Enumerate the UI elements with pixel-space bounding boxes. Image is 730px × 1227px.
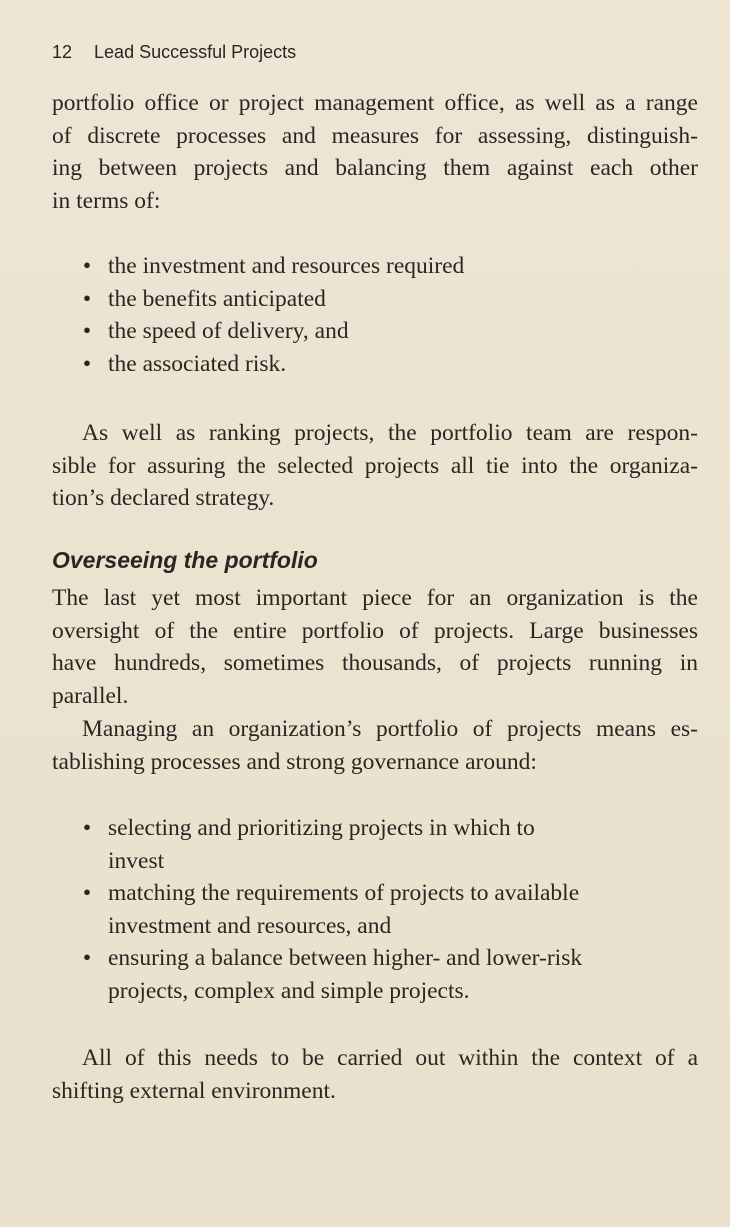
- list-item: [78, 315, 678, 348]
- text-line: sible for assuring the selected projects all tie into the organiza-: [52, 452, 698, 479]
- text-line: The last yet most important piece for an organization is the: [52, 585, 698, 611]
- bullet-list-assessment-terms: [78, 250, 678, 380]
- text-line: of discrete processes and measures for assessing, distinguish-: [52, 122, 698, 149]
- list-item-text: matching the requirements of projects to available: [108, 880, 580, 906]
- bullet-icon: •: [82, 253, 92, 279]
- list-item-text: the speed of delivery, and: [108, 318, 349, 344]
- list-item-text: investment and resources, and: [108, 912, 392, 939]
- text-line: have hundreds, sometimes thousands, of projects running in: [52, 650, 698, 676]
- paragraph-external-environment: [52, 1042, 698, 1107]
- list-item-text: invest: [108, 847, 165, 874]
- paragraph-managing-portfolio: [52, 713, 698, 778]
- text-line: As well as ranking projects, the portfolio team are respon-: [82, 420, 698, 446]
- paragraph-ranking-projects: [52, 417, 698, 515]
- list-item: [78, 812, 678, 877]
- list-item-text: projects, complex and simple projects.: [108, 977, 470, 1004]
- text-line: tablishing processes and strong governance around:: [52, 748, 537, 775]
- text-line: Managing an organization’s portfolio of projects means es-: [82, 716, 698, 742]
- text-line: oversight of the entire portfolio of projects. Large businesses: [52, 617, 698, 644]
- list-item: [78, 250, 678, 283]
- list-item-text: the associated risk.: [108, 350, 287, 377]
- text-line: in terms of:: [52, 187, 161, 214]
- book-title: Lead Successful Projects: [94, 42, 297, 62]
- page-number: 12: [52, 42, 73, 62]
- list-item-text: the investment and resources required: [108, 253, 465, 279]
- list-item: [78, 348, 678, 381]
- list-item-text: selecting and prioritizing projects in which to: [108, 815, 535, 841]
- list-item-text: the benefits anticipated: [108, 285, 326, 312]
- list-item: [78, 283, 678, 316]
- bullet-icon: •: [82, 318, 92, 344]
- bullet-icon: •: [82, 945, 92, 971]
- list-item-text: ensuring a balance between higher- and lower-risk: [108, 945, 583, 971]
- paragraph-portfolio-office: [52, 87, 698, 217]
- bullet-icon: •: [82, 285, 92, 312]
- paragraph-oversight: [52, 582, 698, 712]
- text-line: tion’s declared strategy.: [52, 485, 275, 511]
- section-heading: Overseeing the portfolio: [52, 547, 318, 573]
- bullet-icon: •: [82, 350, 92, 377]
- bullet-icon: •: [82, 815, 92, 841]
- running-header: [52, 42, 296, 63]
- text-line: All of this needs to be carried out within the context of a: [82, 1045, 698, 1071]
- text-line: portfolio office or project management office, as well as a range: [52, 90, 698, 116]
- bullet-icon: •: [82, 880, 92, 906]
- list-item: [78, 942, 678, 1007]
- text-line: shifting external environment.: [52, 1077, 336, 1104]
- bullet-list-governance: [78, 812, 678, 1007]
- text-line: ing between projects and balancing them against each other: [52, 155, 698, 181]
- text-line: parallel.: [52, 682, 129, 709]
- list-item: [78, 877, 678, 942]
